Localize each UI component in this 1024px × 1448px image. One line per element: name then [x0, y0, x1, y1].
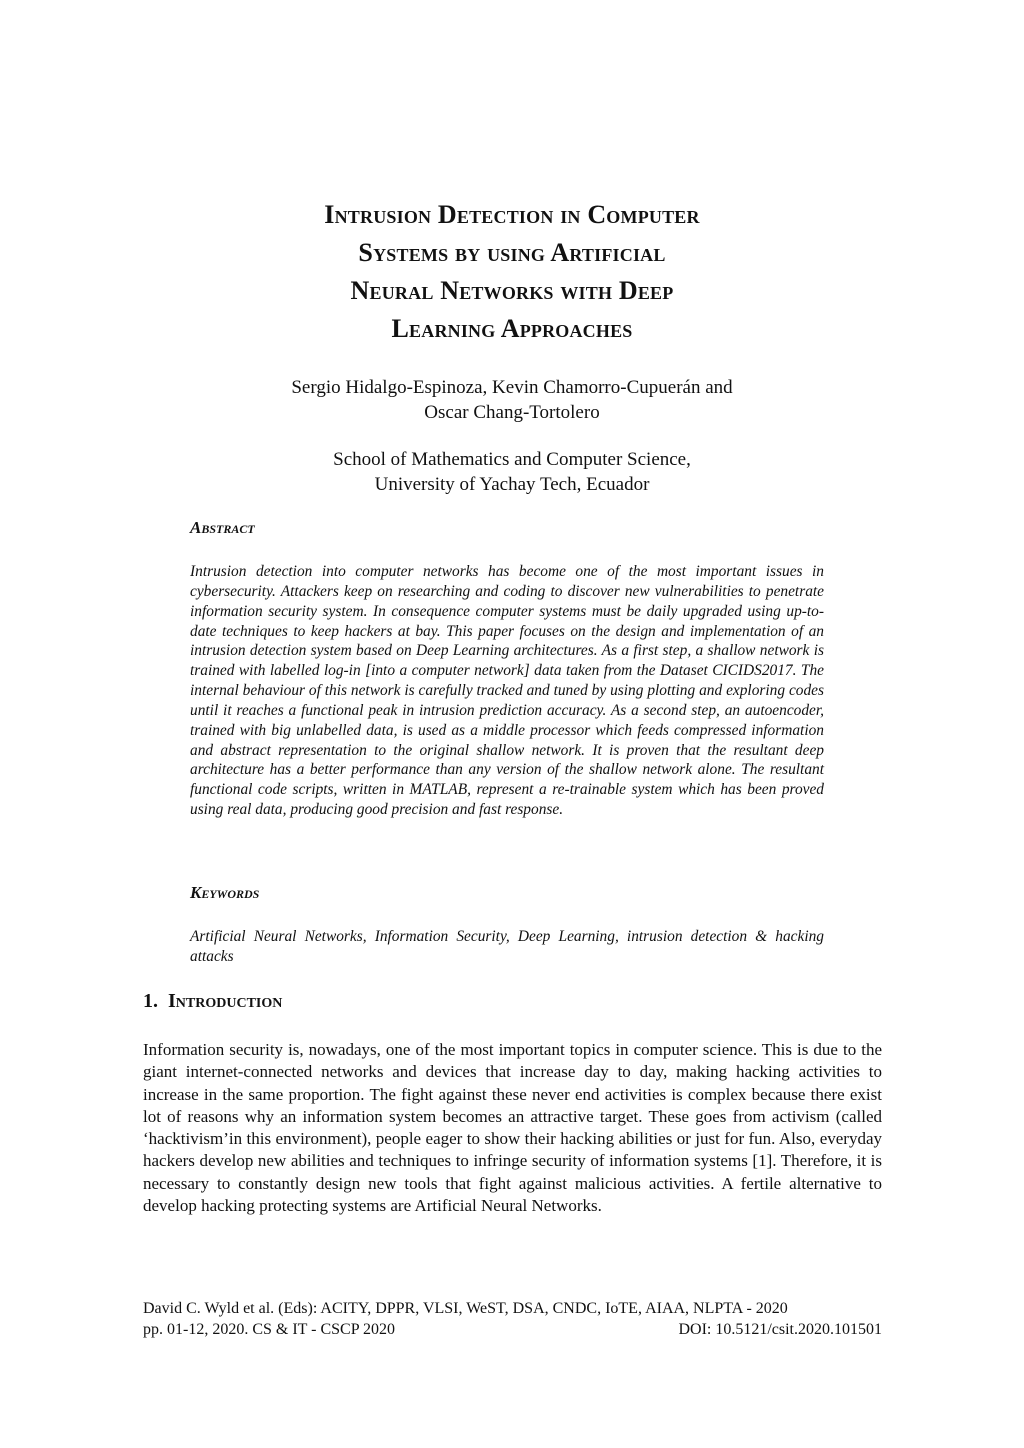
affiliation-line: School of Mathematics and Computer Science,	[333, 449, 691, 470]
author-list	[150, 375, 874, 425]
section-number: 1.	[143, 990, 158, 1012]
section-title: Introduction	[168, 990, 283, 1012]
title-line: Learning Approaches	[391, 314, 633, 343]
paper-title	[150, 196, 874, 348]
footer-doi: DOI: 10.5121/csit.2020.101501	[678, 1321, 882, 1338]
abstract-heading: Abstract	[190, 518, 255, 537]
keywords-heading: Keywords	[190, 883, 260, 902]
introduction-text: Information security is, nowadays, one of the most important topics in computer science. This is due to the giant internet-connected networks and devices that increase day to day, making hacking activities to increase in the same proportion. The fight against these never end activities is complex because there exist lot of reasons why an information system becomes an attractive target. These goes from activism (called ‘hacktivism’in this environment), people eager to show their hacking abilities or just for fun. Also, everyday hackers develop new abilities and techniques to infringe security of information systems [1]. Therefore, it is necessary to constantly design new tools that fight against malicious activities. A fertile alternative to develop hacking protecting systems are Artificial Neural Networks.	[143, 1040, 882, 1216]
introduction-heading	[143, 990, 282, 1013]
footer-proceedings: David C. Wyld et al. (Eds): ACITY, DPPR, VLSI, WeST, DSA, CNDC, IoTE, AIAA, NLPTA - 2020	[143, 1300, 788, 1317]
affiliation	[150, 447, 874, 497]
title-line: Systems by using Artificial	[358, 238, 666, 267]
title-line: Intrusion Detection in Computer	[324, 200, 700, 229]
author-line: Oscar Chang-Tortolero	[424, 402, 600, 423]
affiliation-line: University of Yachay Tech, Ecuador	[374, 474, 650, 495]
footer-pages: pp. 01-12, 2020. CS & IT - CSCP 2020	[143, 1321, 396, 1338]
keywords-text: Artificial Neural Networks, Information Security, Deep Learning, intrusion detection & hacking attacks	[190, 928, 824, 965]
footer-line	[143, 1319, 882, 1340]
page-footer	[143, 1298, 882, 1340]
title-line: Neural Networks with Deep	[350, 276, 674, 305]
abstract-text: Intrusion detection into computer networks has become one of the most important issues in cybersecurity. Attackers keep on researching and coding to discover new vulnerabilities to penetrate information security system. In consequence computer systems must be daily upgraded using up-to-date techniques to keep hackers at bay. This paper focuses on the design and implementation of an intrusion detection system based on Deep Learning architectures. As a first step, a shallow network is trained with labelled log-in [into a computer network] data taken from the Dataset CICIDS2017. The internal behaviour of this network is carefully tracked and tuned by using plotting and exploring codes until it reaches a functional peak in intrusion prediction accuracy. As a second step, an autoencoder, trained with big unlabelled data, is used as a middle processor which feeds compressed information and abstract representation to the original shallow network. It is proven that the resultant deep architecture has a better performance than any version of the shallow network alone. The resultant functional code scripts, written in MATLAB, represent a re-trainable system which has been proved using real data, producing good precision and fast response.	[190, 563, 824, 819]
author-line: Sergio Hidalgo-Espinoza, Kevin Chamorro-Cupuerán and	[291, 377, 733, 398]
